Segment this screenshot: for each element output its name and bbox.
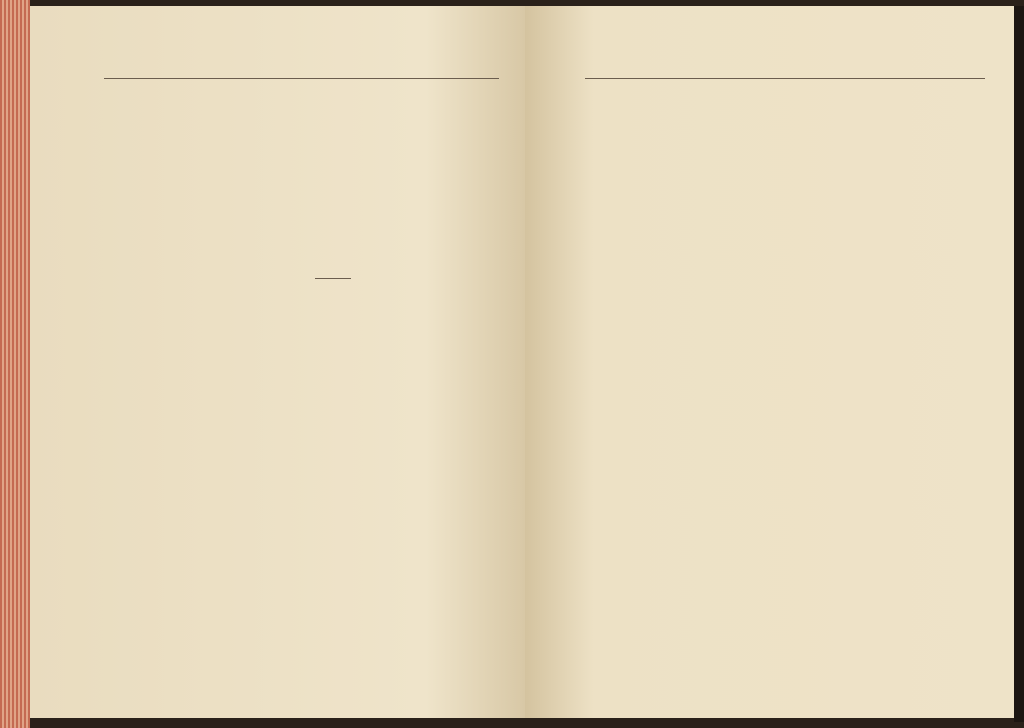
right-page	[525, 6, 1014, 718]
left-page	[30, 6, 525, 718]
header-rule	[585, 78, 985, 79]
body-text	[579, 90, 897, 700]
header-rule	[104, 78, 499, 79]
cover-edge	[1014, 6, 1024, 722]
page-edges	[0, 0, 30, 728]
body-text	[172, 94, 502, 690]
